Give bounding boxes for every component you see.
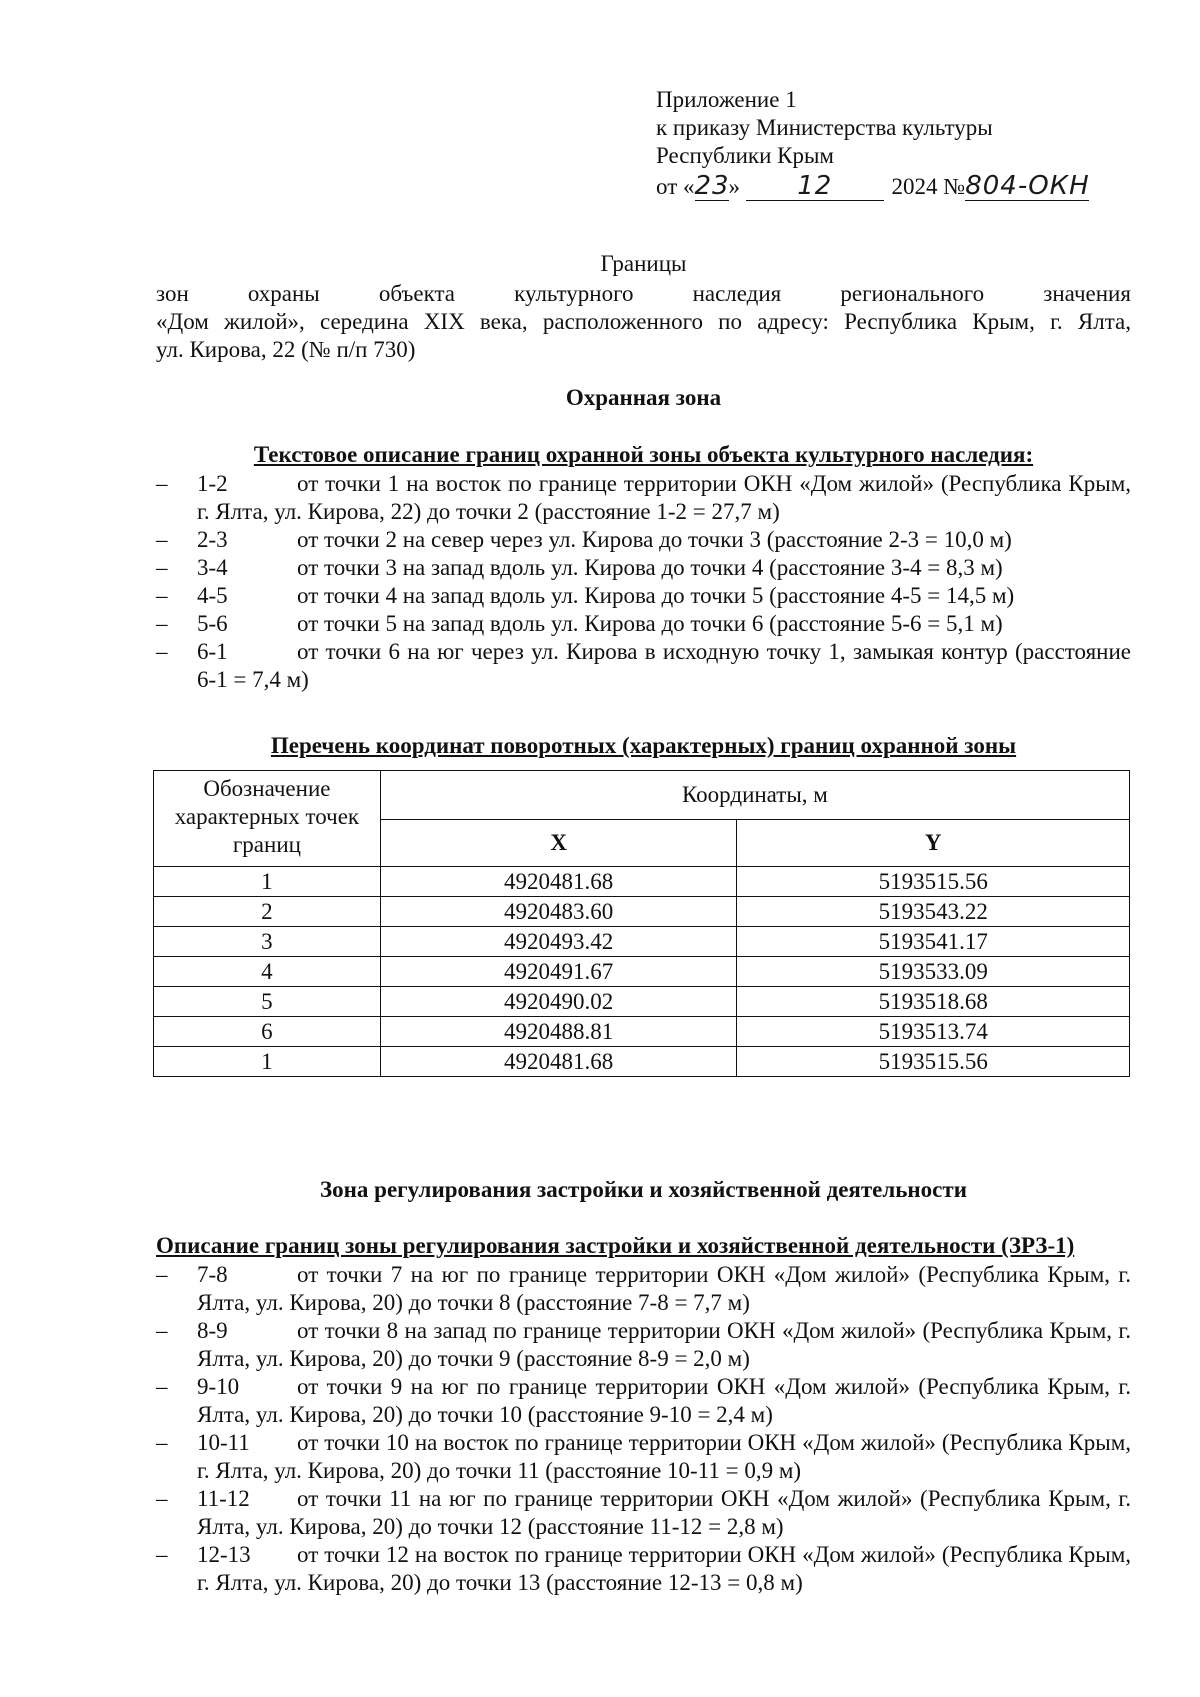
table-row bbox=[154, 1017, 1130, 1047]
title-line-1 bbox=[156, 280, 1131, 308]
appendix-line-1: Приложение 1 bbox=[656, 87, 797, 112]
point-designation-header: Обозначение характерных точек границ bbox=[154, 771, 381, 867]
segment-code: 10-11 bbox=[197, 1430, 250, 1455]
date-prefix: от « bbox=[656, 174, 695, 199]
title-word: значения bbox=[1043, 281, 1131, 306]
x-cell: 4920488.81 bbox=[380, 1017, 737, 1047]
table-row bbox=[154, 927, 1130, 957]
regulation-zone-heading: Зона регулирования застройки и хозяйственной деятельности bbox=[320, 1177, 967, 1202]
y-cell: 5193518.68 bbox=[737, 987, 1130, 1017]
title-word: объекта bbox=[378, 281, 456, 306]
segment-text: от точки 12 на восток по границе территории ОКН «Дом жилой» (Республика Крым, г. Ялта, ул. Кирова, 20) до точки 13 (расстояние 12-13 = 0,8 м) bbox=[197, 1542, 1131, 1595]
segment-code: 12-13 bbox=[197, 1542, 251, 1567]
y-cell: 5193541.17 bbox=[737, 927, 1130, 957]
y-cell: 5193543.22 bbox=[737, 897, 1130, 927]
point-cell: 1 bbox=[154, 867, 381, 897]
y-cell: 5193515.56 bbox=[737, 1047, 1130, 1077]
coordinates-table bbox=[153, 770, 1130, 1077]
list-item: – 6-1 от точки 6 на юг через ул. Кирова в исходную точку 1, замыкая контур (расстояние 6-1 = 7,4 м) bbox=[156, 639, 1131, 692]
order-date-line bbox=[656, 170, 1136, 204]
table-header-row bbox=[154, 771, 1130, 820]
segment-code: 11-12 bbox=[197, 1486, 250, 1511]
handwritten-order-number: 804-ОКН bbox=[965, 171, 1090, 201]
y-cell: 5193515.56 bbox=[737, 867, 1130, 897]
segment-text: от точки 6 на юг через ул. Кирова в исходную точку 1, замыкая контур (расстояние 6-1 = 7,4 м) bbox=[197, 639, 1131, 692]
x-cell: 4920481.68 bbox=[380, 1047, 737, 1077]
segment-text: от точки 5 на запад вдоль ул. Кирова до точки 6 (расстояние 5-6 = 5,1 м) bbox=[297, 611, 1003, 636]
point-cell: 6 bbox=[154, 1017, 381, 1047]
segment-code: 5-6 bbox=[197, 611, 228, 636]
x-cell: 4920481.68 bbox=[380, 867, 737, 897]
list-item: – 10-11 от точки 10 на восток по границе территории ОКН «Дом жилой» (Республика Крым, г. Ялта, ул. Кирова, 20) до точки 11 (расстояние 10-11 = 0,9 м) bbox=[156, 1430, 1131, 1483]
regulation-zone-list bbox=[156, 1261, 1131, 1597]
segment-text: от точки 4 на запад вдоль ул. Кирова до точки 5 (расстояние 4-5 = 14,5 м) bbox=[297, 583, 1015, 608]
segment-text: от точки 10 на восток по границе территории ОКН «Дом жилой» (Республика Крым, г. Ялта, ул. Кирова, 20) до точки 11 (расстояние 10-11 = 0,9 м) bbox=[197, 1430, 1131, 1483]
regulation-zone-text-heading: Описание границ зоны регулирования застройки и хозяйственной деятельности (ЗРЗ-1) bbox=[156, 1233, 1075, 1258]
segment-code: 9-10 bbox=[197, 1374, 240, 1399]
segment-text: от точки 3 на запад вдоль ул. Кирова до точки 4 (расстояние 3-4 = 8,3 м) bbox=[297, 555, 1003, 580]
list-item: – 12-13 от точки 12 на восток по границе территории ОКН «Дом жилой» (Республика Крым, г. Ялта, ул. Кирова, 20) до точки 13 (расстояние 12-13 = 0,8 м) bbox=[156, 1542, 1131, 1595]
segment-text: от точки 9 на юг по границе территории ОКН «Дом жилой» (Республика Крым, г. Ялта, ул. Кирова, 20) до точки 10 (расстояние 9-10 = 2,4 м) bbox=[197, 1374, 1131, 1427]
table-row bbox=[154, 897, 1130, 927]
segment-code: 2-3 bbox=[197, 527, 228, 552]
segment-code: 1-2 bbox=[197, 471, 228, 496]
coordinates-table-heading: Перечень координат поворотных (характерных) границ охранной зоны bbox=[270, 733, 1017, 758]
protected-zone-text-heading: Текстовое описание границ охранной зоны объекта культурного наследия: bbox=[253, 442, 1034, 467]
title-word: охраны bbox=[247, 281, 320, 306]
list-item: – 9-10 от точки 9 на юг по границе территории ОКН «Дом жилой» (Республика Крым, г. Ялта, ул. Кирова, 20) до точки 10 (расстояние 9-10 = 2,4 м) bbox=[156, 1374, 1131, 1427]
title-line-2: «Дом жилой», середина XIX века, расположенного по адресу: Республика Крым, г. Ялта, bbox=[156, 309, 1131, 334]
table-row bbox=[154, 867, 1130, 897]
document-title bbox=[156, 250, 1131, 364]
handwritten-month: 12 bbox=[746, 172, 884, 201]
appendix-line-3: Республики Крым bbox=[656, 143, 834, 168]
x-header: X bbox=[380, 820, 737, 867]
y-cell: 5193513.74 bbox=[737, 1017, 1130, 1047]
segment-text: от точки 11 на юг по границе территории ОКН «Дом жилой» (Республика Крым, г. Ялта, ул. Кирова, 20) до точки 12 (расстояние 11-12 = 2,8 м) bbox=[197, 1486, 1131, 1539]
table-row bbox=[154, 957, 1130, 987]
point-cell: 3 bbox=[154, 927, 381, 957]
list-item: – 7-8 от точки 7 на юг по границе территории ОКН «Дом жилой» (Республика Крым, г. Ялта, ул. Кирова, 20) до точки 8 (расстояние 7-8 = 7,7 м) bbox=[156, 1262, 1131, 1315]
segment-code: 3-4 bbox=[197, 555, 228, 580]
title-word: культурного bbox=[514, 281, 634, 306]
list-item: – 2-3 от точки 2 на север через ул. Кирова до точки 3 (расстояние 2-3 = 10,0 м) bbox=[156, 527, 1012, 552]
point-cell: 5 bbox=[154, 987, 381, 1017]
segment-text: от точки 2 на север через ул. Кирова до точки 3 (расстояние 2-3 = 10,0 м) bbox=[297, 527, 1012, 552]
segment-code: 6-1 bbox=[197, 639, 228, 664]
coordinates-header: Координаты, м bbox=[380, 771, 1129, 820]
x-cell: 4920491.67 bbox=[380, 957, 737, 987]
x-cell: 4920490.02 bbox=[380, 987, 737, 1017]
point-cell: 1 bbox=[154, 1047, 381, 1077]
x-cell: 4920483.60 bbox=[380, 897, 737, 927]
list-item: – 5-6 от точки 5 на запад вдоль ул. Кирова до точки 6 (расстояние 5-6 = 5,1 м) bbox=[156, 611, 1003, 636]
segment-code: 7-8 bbox=[197, 1262, 228, 1287]
year-label: 2024 № bbox=[891, 174, 966, 199]
title-heading: Границы bbox=[600, 251, 687, 276]
y-header: Y bbox=[737, 820, 1130, 867]
protected-zone-heading: Охранная зона bbox=[565, 385, 722, 410]
segment-code: 8-9 bbox=[197, 1318, 228, 1343]
handwritten-day: 23 bbox=[694, 171, 730, 201]
date-mid: » bbox=[728, 174, 740, 199]
point-cell: 2 bbox=[154, 897, 381, 927]
segment-text: от точки 1 на восток по границе территории ОКН «Дом жилой» (Республика Крым, г. Ялта, ул. Кирова, 22) до точки 2 (расстояние 1-2 = 27,7 м) bbox=[197, 471, 1131, 524]
appendix-header bbox=[656, 86, 1136, 204]
appendix-line-2: к приказу Министерства культуры bbox=[656, 115, 993, 140]
x-cell: 4920493.42 bbox=[380, 927, 737, 957]
protected-zone-list bbox=[156, 470, 1131, 694]
segment-text: от точки 8 на запад по границе территории ОКН «Дом жилой» (Республика Крым, г. Ялта, ул. Кирова, 20) до точки 9 (расстояние 8-9 = 2,0 м) bbox=[197, 1318, 1131, 1371]
list-item: – 11-12 от точки 11 на юг по границе территории ОКН «Дом жилой» (Республика Крым, г. Ялта, ул. Кирова, 20) до точки 12 (расстояние 11-12 = 2,8 м) bbox=[156, 1486, 1131, 1539]
list-item: – 8-9 от точки 8 на запад по границе территории ОКН «Дом жилой» (Республика Крым, г. Ялта, ул. Кирова, 20) до точки 9 (расстояние 8-9 = 2,0 м) bbox=[156, 1318, 1131, 1371]
list-item: – 3-4 от точки 3 на запад вдоль ул. Кирова до точки 4 (расстояние 3-4 = 8,3 м) bbox=[156, 555, 1003, 580]
title-word: регионального bbox=[840, 281, 985, 306]
point-cell: 4 bbox=[154, 957, 381, 987]
list-item: – 4-5 от точки 4 на запад вдоль ул. Кирова до точки 5 (расстояние 4-5 = 14,5 м) bbox=[156, 583, 1015, 608]
y-cell: 5193533.09 bbox=[737, 957, 1130, 987]
segment-code: 4-5 bbox=[197, 583, 228, 608]
title-word: зон bbox=[156, 281, 189, 306]
segment-text: от точки 7 на юг по границе территории ОКН «Дом жилой» (Республика Крым, г. Ялта, ул. Кирова, 20) до точки 8 (расстояние 7-8 = 7,7 м) bbox=[197, 1262, 1131, 1315]
table-row bbox=[154, 987, 1130, 1017]
title-line-3: ул. Кирова, 22 (№ п/п 730) bbox=[156, 337, 416, 362]
list-item: – 1-2 от точки 1 на восток по границе территории ОКН «Дом жилой» (Республика Крым, г. Ялта, ул. Кирова, 22) до точки 2 (расстояние 1-2 = 27,7 м) bbox=[156, 471, 1131, 524]
title-word: наследия bbox=[692, 281, 782, 306]
table-row bbox=[154, 1047, 1130, 1077]
